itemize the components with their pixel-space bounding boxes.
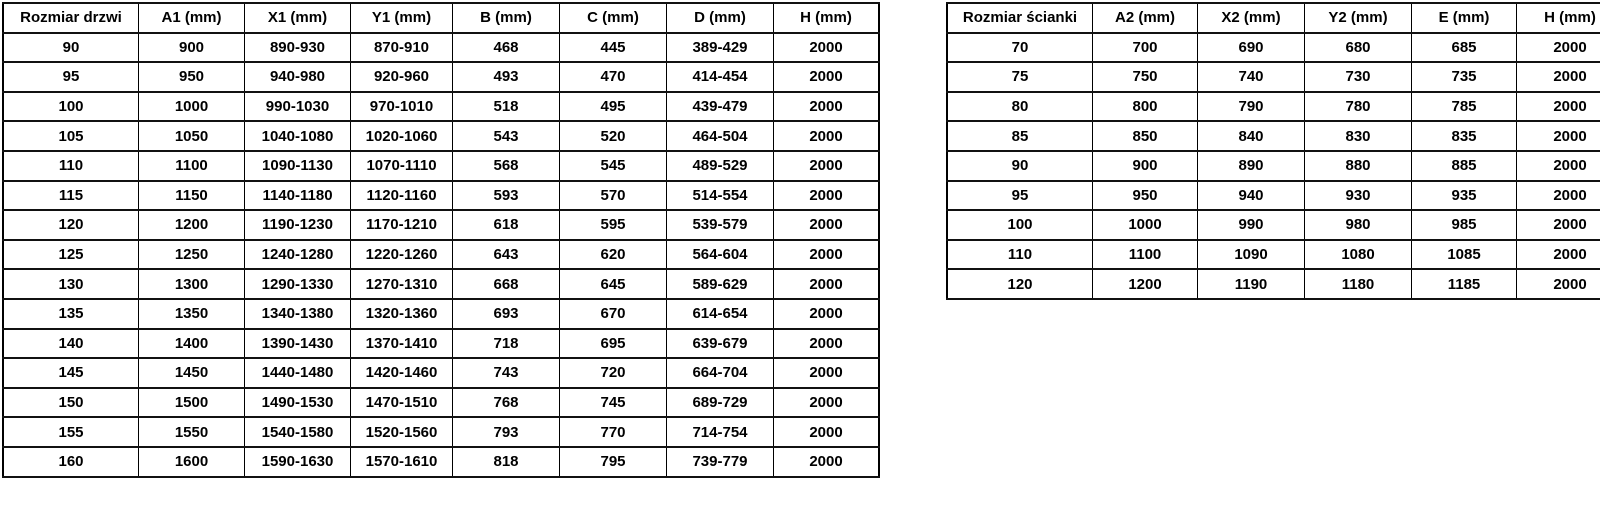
table-cell: 985 [1412, 210, 1517, 240]
table-cell: 1250 [139, 240, 245, 270]
door-size-table-body [3, 33, 879, 477]
table-cell: 464-504 [667, 121, 774, 151]
table-cell: 1200 [1093, 269, 1198, 299]
wall-size-table-body [947, 33, 1600, 299]
wall-size-table [946, 2, 1600, 300]
table-cell: 589-629 [667, 269, 774, 299]
table-cell: 2000 [1517, 181, 1600, 211]
table-cell: 100 [3, 92, 139, 122]
table-cell: 840 [1198, 121, 1305, 151]
table-cell: 120 [947, 269, 1093, 299]
table-cell: 718 [453, 329, 560, 359]
table-cell: 1520-1560 [351, 417, 453, 447]
table-cell: 145 [3, 358, 139, 388]
table-cell: 720 [560, 358, 667, 388]
table-cell: 1150 [139, 181, 245, 211]
table-row [947, 62, 1600, 92]
table-cell: 940-980 [245, 62, 351, 92]
table-cell: 1185 [1412, 269, 1517, 299]
door-size-table [2, 2, 880, 478]
table-cell: 439-479 [667, 92, 774, 122]
table-row [3, 299, 879, 329]
table-cell: 1190 [1198, 269, 1305, 299]
table-cell: 570 [560, 181, 667, 211]
table-cell: 2000 [774, 62, 880, 92]
table-cell: 700 [1093, 33, 1198, 63]
table-cell: 1420-1460 [351, 358, 453, 388]
table-row [3, 358, 879, 388]
table-row [947, 151, 1600, 181]
table-cell: 664-704 [667, 358, 774, 388]
table-cell: 564-604 [667, 240, 774, 270]
table-cell: 2000 [774, 269, 880, 299]
table-cell: 495 [560, 92, 667, 122]
table-cell: 950 [1093, 181, 1198, 211]
table-cell: 850 [1093, 121, 1198, 151]
table-row [947, 181, 1600, 211]
table-cell: 620 [560, 240, 667, 270]
table-cell: 160 [3, 447, 139, 477]
table-cell: 115 [3, 181, 139, 211]
table-cell: 414-454 [667, 62, 774, 92]
table-cell: 95 [947, 181, 1093, 211]
table-cell: 105 [3, 121, 139, 151]
table-cell: 739-779 [667, 447, 774, 477]
table-row [947, 269, 1600, 299]
table-cell: 468 [453, 33, 560, 63]
table-cell: 1090-1130 [245, 151, 351, 181]
table-cell: 1240-1280 [245, 240, 351, 270]
table-cell: 1370-1410 [351, 329, 453, 359]
table-cell: 990-1030 [245, 92, 351, 122]
table-cell: 593 [453, 181, 560, 211]
table-cell: 95 [3, 62, 139, 92]
table-cell: 75 [947, 62, 1093, 92]
table-cell: 445 [560, 33, 667, 63]
table-cell: 668 [453, 269, 560, 299]
table-cell: 1500 [139, 388, 245, 418]
header-row [947, 3, 1600, 33]
table-row [3, 151, 879, 181]
table-cell: 85 [947, 121, 1093, 151]
table-cell: 795 [560, 447, 667, 477]
table-cell: 2000 [774, 447, 880, 477]
table-cell: 120 [3, 210, 139, 240]
table-row [3, 62, 879, 92]
table-cell: 2000 [774, 299, 880, 329]
table-cell: 493 [453, 62, 560, 92]
column-header: X2 (mm) [1198, 3, 1305, 33]
table-cell: 900 [139, 33, 245, 63]
table-cell: 1290-1330 [245, 269, 351, 299]
table-cell: 140 [3, 329, 139, 359]
table-cell: 2000 [774, 92, 880, 122]
table-cell: 150 [3, 388, 139, 418]
table-cell: 125 [3, 240, 139, 270]
table-row [3, 92, 879, 122]
table-cell: 1040-1080 [245, 121, 351, 151]
table-cell: 2000 [774, 358, 880, 388]
column-header: A1 (mm) [139, 3, 245, 33]
table-row [3, 210, 879, 240]
table-cell: 735 [1412, 62, 1517, 92]
column-header: B (mm) [453, 3, 560, 33]
table-cell: 920-960 [351, 62, 453, 92]
table-cell: 790 [1198, 92, 1305, 122]
table-cell: 2000 [774, 329, 880, 359]
table-row [947, 121, 1600, 151]
table-cell: 2000 [774, 121, 880, 151]
table-cell: 2000 [774, 388, 880, 418]
table-cell: 518 [453, 92, 560, 122]
column-header: Rozmiar drzwi [3, 3, 139, 33]
table-cell: 1180 [1305, 269, 1412, 299]
table-cell: 900 [1093, 151, 1198, 181]
table-cell: 2000 [774, 240, 880, 270]
table-cell: 780 [1305, 92, 1412, 122]
table-cell: 2000 [1517, 62, 1600, 92]
table-cell: 743 [453, 358, 560, 388]
table-cell: 645 [560, 269, 667, 299]
table-cell: 155 [3, 417, 139, 447]
table-cell: 1270-1310 [351, 269, 453, 299]
table-row [947, 33, 1600, 63]
table-cell: 1350 [139, 299, 245, 329]
table-cell: 2000 [1517, 269, 1600, 299]
table-cell: 670 [560, 299, 667, 329]
table-row [947, 240, 1600, 270]
table-row [947, 210, 1600, 240]
table-cell: 750 [1093, 62, 1198, 92]
table-cell: 890-930 [245, 33, 351, 63]
table-cell: 2000 [1517, 121, 1600, 151]
table-cell: 614-654 [667, 299, 774, 329]
table-cell: 1190-1230 [245, 210, 351, 240]
column-header: H (mm) [774, 3, 880, 33]
table-cell: 90 [947, 151, 1093, 181]
table-cell: 110 [3, 151, 139, 181]
table-cell: 970-1010 [351, 92, 453, 122]
table-cell: 1300 [139, 269, 245, 299]
table-cell: 890 [1198, 151, 1305, 181]
table-cell: 730 [1305, 62, 1412, 92]
table-cell: 1570-1610 [351, 447, 453, 477]
table-cell: 714-754 [667, 417, 774, 447]
table-row [3, 388, 879, 418]
table-cell: 130 [3, 269, 139, 299]
table-cell: 2000 [1517, 151, 1600, 181]
table-row [3, 181, 879, 211]
table-cell: 935 [1412, 181, 1517, 211]
column-header: E (mm) [1412, 3, 1517, 33]
table-cell: 1120-1160 [351, 181, 453, 211]
column-header: D (mm) [667, 3, 774, 33]
table-cell: 940 [1198, 181, 1305, 211]
table-cell: 643 [453, 240, 560, 270]
table-cell: 1000 [1093, 210, 1198, 240]
table-cell: 639-679 [667, 329, 774, 359]
column-header: X1 (mm) [245, 3, 351, 33]
table-row [3, 417, 879, 447]
table-cell: 770 [560, 417, 667, 447]
table-cell: 685 [1412, 33, 1517, 63]
table-cell: 1085 [1412, 240, 1517, 270]
table-cell: 1400 [139, 329, 245, 359]
table-cell: 1020-1060 [351, 121, 453, 151]
table-cell: 818 [453, 447, 560, 477]
table-cell: 870-910 [351, 33, 453, 63]
table-cell: 1550 [139, 417, 245, 447]
table-cell: 1050 [139, 121, 245, 151]
table-cell: 693 [453, 299, 560, 329]
table-cell: 2000 [1517, 210, 1600, 240]
table-cell: 768 [453, 388, 560, 418]
table-cell: 520 [560, 121, 667, 151]
column-header: Rozmiar ścianki [947, 3, 1093, 33]
table-cell: 1440-1480 [245, 358, 351, 388]
header-row [3, 3, 879, 33]
table-cell: 70 [947, 33, 1093, 63]
table-cell: 568 [453, 151, 560, 181]
table-cell: 80 [947, 92, 1093, 122]
table-cell: 470 [560, 62, 667, 92]
table-cell: 1080 [1305, 240, 1412, 270]
table-cell: 1140-1180 [245, 181, 351, 211]
table-cell: 835 [1412, 121, 1517, 151]
table-cell: 110 [947, 240, 1093, 270]
table-cell: 2000 [774, 417, 880, 447]
table-cell: 545 [560, 151, 667, 181]
table-cell: 2000 [774, 33, 880, 63]
table-cell: 689-729 [667, 388, 774, 418]
table-cell: 880 [1305, 151, 1412, 181]
column-header: Y1 (mm) [351, 3, 453, 33]
table-cell: 950 [139, 62, 245, 92]
table-cell: 1200 [139, 210, 245, 240]
table-cell: 1590-1630 [245, 447, 351, 477]
column-header: C (mm) [560, 3, 667, 33]
table-cell: 830 [1305, 121, 1412, 151]
table-cell: 745 [560, 388, 667, 418]
table-cell: 690 [1198, 33, 1305, 63]
table-cell: 1100 [1093, 240, 1198, 270]
table-cell: 2000 [1517, 240, 1600, 270]
table-cell: 1490-1530 [245, 388, 351, 418]
table-cell: 1470-1510 [351, 388, 453, 418]
column-header: A2 (mm) [1093, 3, 1198, 33]
table-cell: 1070-1110 [351, 151, 453, 181]
table-row [947, 92, 1600, 122]
table-cell: 543 [453, 121, 560, 151]
table-cell: 1000 [139, 92, 245, 122]
table-cell: 489-529 [667, 151, 774, 181]
table-cell: 740 [1198, 62, 1305, 92]
table-cell: 990 [1198, 210, 1305, 240]
table-cell: 618 [453, 210, 560, 240]
table-row [3, 121, 879, 151]
table-row [3, 269, 879, 299]
table-row [3, 33, 879, 63]
table-cell: 680 [1305, 33, 1412, 63]
table-cell: 90 [3, 33, 139, 63]
table-row [3, 240, 879, 270]
table-cell: 1320-1360 [351, 299, 453, 329]
table-cell: 389-429 [667, 33, 774, 63]
table-cell: 2000 [1517, 92, 1600, 122]
table-cell: 980 [1305, 210, 1412, 240]
table-cell: 695 [560, 329, 667, 359]
table-cell: 539-579 [667, 210, 774, 240]
wall-size-table-header [947, 3, 1600, 33]
table-cell: 100 [947, 210, 1093, 240]
table-cell: 1090 [1198, 240, 1305, 270]
table-cell: 785 [1412, 92, 1517, 122]
table-cell: 1600 [139, 447, 245, 477]
table-row [3, 329, 879, 359]
table-cell: 1540-1580 [245, 417, 351, 447]
table-cell: 1100 [139, 151, 245, 181]
table-cell: 1390-1430 [245, 329, 351, 359]
table-cell: 135 [3, 299, 139, 329]
column-header: Y2 (mm) [1305, 3, 1412, 33]
table-cell: 1170-1210 [351, 210, 453, 240]
table-cell: 2000 [774, 151, 880, 181]
table-cell: 514-554 [667, 181, 774, 211]
table-cell: 1340-1380 [245, 299, 351, 329]
table-row [3, 447, 879, 477]
table-cell: 2000 [774, 181, 880, 211]
table-cell: 1450 [139, 358, 245, 388]
column-header: H (mm) [1517, 3, 1600, 33]
table-cell: 595 [560, 210, 667, 240]
table-cell: 885 [1412, 151, 1517, 181]
door-size-table-header [3, 3, 879, 33]
table-cell: 2000 [774, 210, 880, 240]
table-cell: 2000 [1517, 33, 1600, 63]
table-cell: 1220-1260 [351, 240, 453, 270]
table-cell: 930 [1305, 181, 1412, 211]
table-cell: 793 [453, 417, 560, 447]
table-cell: 800 [1093, 92, 1198, 122]
